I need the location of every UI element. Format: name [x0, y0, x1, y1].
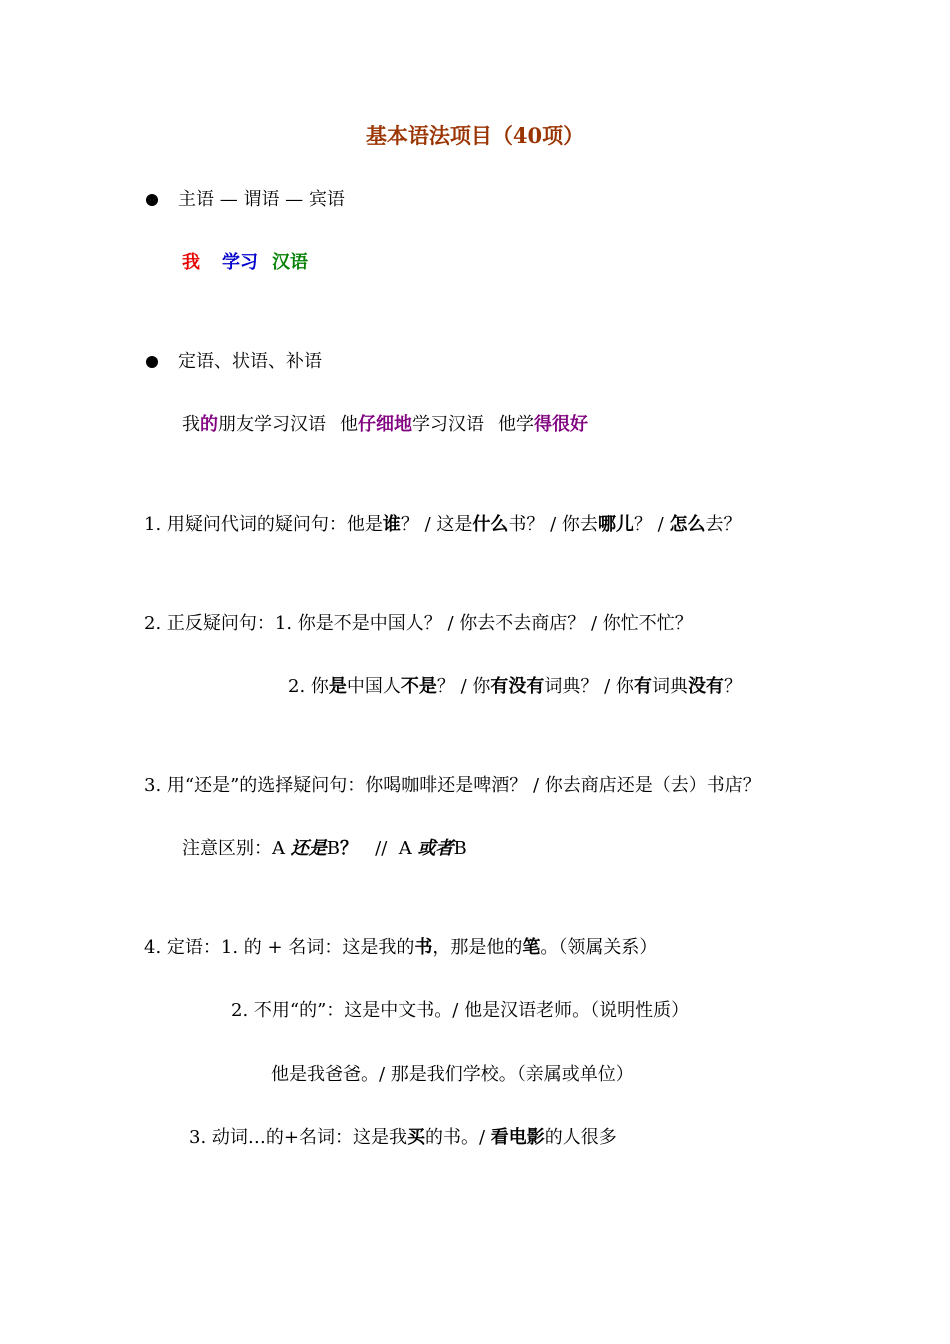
item3-note-haishi: 还是: [290, 838, 327, 859]
item4-bold-book: 书: [414, 937, 433, 958]
item1-text: ？ /: [633, 514, 670, 535]
item2-line1: 2. 正反疑问句：1. 你是不是中国人？ / 你去不去商店？ / 你忙不忙？: [144, 613, 693, 634]
item1-text: ？ / 这是: [400, 514, 473, 535]
ex2-text-a: 他: [340, 414, 358, 435]
item1-text: 1. 用疑问代词的疑问句：他是: [144, 514, 383, 535]
item2-text: 词典: [651, 676, 688, 697]
item3-note-huozhe: 或者: [417, 838, 454, 859]
item1-text: 书？ / 你去: [508, 514, 598, 535]
ex1-text-a: 我: [182, 414, 200, 435]
item3-note-text: B: [453, 838, 467, 859]
item2-bold: 不是: [400, 676, 437, 697]
ex3-complement: 得很好: [534, 414, 588, 435]
page-title: 基本语法项目（40项）: [365, 123, 585, 148]
item2-text: 中国人: [346, 676, 401, 697]
item2-bold: 是: [328, 676, 347, 697]
bullet2-heading: 定语、状语、补语: [178, 351, 322, 372]
ex1-text-c: 朋友学习汉语: [218, 414, 326, 435]
example-subject: 我: [182, 252, 200, 273]
bullet-dot-2: [146, 356, 158, 368]
item4-line4: [189, 1126, 617, 1150]
item3-note-question-mark: ？: [339, 838, 358, 859]
ex3-text-a: 他学: [498, 414, 534, 435]
item1-line: [144, 513, 741, 537]
item4-bold-watch-movie: 看电影: [490, 1127, 545, 1148]
bullet1-example: [182, 251, 308, 275]
item2-bold: 没有: [687, 676, 724, 697]
bullet1-heading: 主语 — 谓语 — 宾语: [178, 189, 345, 210]
item4-text: ，那是他的: [432, 937, 523, 958]
item2-line2: [288, 675, 742, 699]
item4-text: 。（领属关系）: [540, 937, 658, 958]
item4-line1: [144, 936, 657, 960]
item3-note: [182, 837, 467, 861]
item4-text: 的书。/: [424, 1127, 491, 1148]
item2-text: 词典？ / 你: [544, 676, 634, 697]
ex2-text-c: 学习汉语: [412, 414, 484, 435]
example-object: 汉语: [272, 252, 308, 273]
item4-text: 3. 动词…的+名词：这是我: [189, 1127, 407, 1148]
item2-bold: 有没有: [490, 676, 545, 697]
item4-bold-buy: 买: [406, 1127, 425, 1148]
example-predicate: 学习: [222, 252, 258, 273]
item2-text: ？ / 你: [436, 676, 491, 697]
item3-note-text: B: [326, 838, 340, 859]
item2-bold: 有: [633, 676, 652, 697]
bullet2-examples: [182, 413, 588, 437]
item3-line1: 3. 用“还是”的选择疑问句：你喝咖啡还是啤酒？ / 你去商店还是（去）书店？: [144, 775, 761, 796]
item3-note-text: 注意区别：A: [182, 838, 291, 859]
item1-bold-where: 哪儿: [597, 514, 634, 535]
item2-text: 2. 你: [288, 676, 329, 697]
item2-text: ？: [723, 676, 742, 697]
item4-line2: 2. 不用“的”：这是中文书。/ 他是汉语老师。（说明性质）: [231, 1000, 690, 1021]
item1-text: 去？: [705, 514, 742, 535]
item4-text: 4. 定语：1. 的 + 名词：这是我的: [144, 937, 415, 958]
bullet-dot-1: [146, 194, 158, 206]
item1-bold-who: 谁: [382, 514, 401, 535]
item1-bold-how: 怎么: [669, 514, 706, 535]
item3-note-text: // A: [357, 838, 418, 859]
ex1-attributive: 的: [200, 414, 218, 435]
item4-line3: 他是我爸爸。/ 那是我们学校。（亲属或单位）: [271, 1064, 634, 1085]
item4-bold-pen: 笔: [522, 937, 541, 958]
item1-bold-what: 什么: [472, 514, 509, 535]
item4-text: 的人很多: [544, 1127, 617, 1148]
ex2-adverbial: 仔细地: [358, 414, 412, 435]
